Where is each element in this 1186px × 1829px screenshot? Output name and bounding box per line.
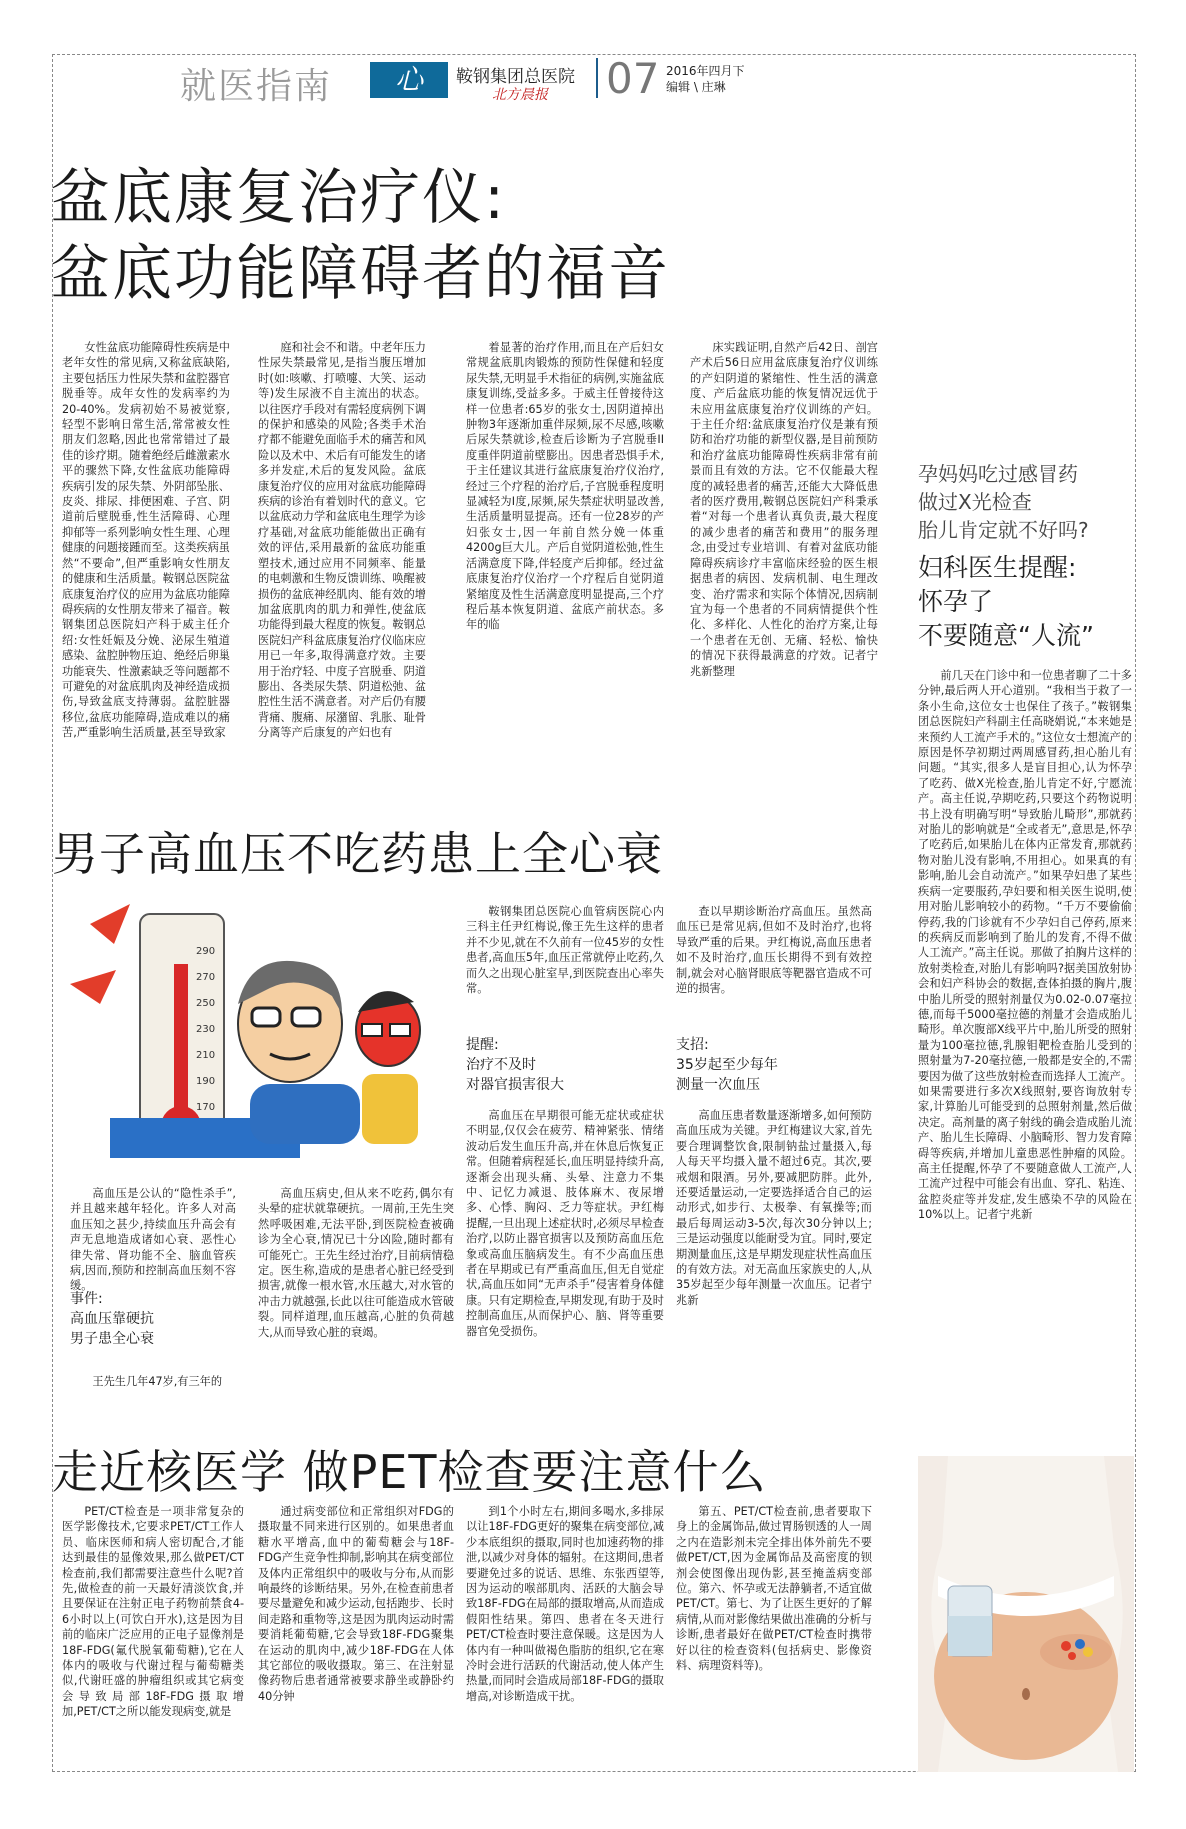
sidebar-question-line1: 孕妈妈吃过感冒药 <box>918 462 1078 486</box>
blood-pressure-gauge-icon <box>70 904 422 1168</box>
gauge-tick: 210 <box>196 1050 216 1061</box>
article1-col3-text: 着显著的治疗作用,而且在产后妇女常规盆底肌肉锻炼的预防性保健和轻度尿失禁,无明显手术指征的病例,实施盆底康复训练,受益多多。于威主任曾接待这样一位患者:65岁的张女士,因阴道掉出肿物3年逐渐加重伴尿频,尿不尽感,咳嗽后尿失禁就诊,检查后诊断为子宫脱垂II度重伴阴道前壁膨出。因患者恐惧手术,于主任建议其进行盆底康复治疗仪治疗,经过三个疗程的治疗后,子宫脱垂程度明显减轻为I度,尿频,尿失禁症状明显改善,生活质量明显提高。还有一位28岁的产妇张女士,因一年前自然分娩一体重4200g巨大儿。产后自觉阴道松弛,性生活满意度下降,伴轻度产后抑郁。经过盆底康复治疗仪治疗一个疗程后自觉阴道紧缩度及性生活满意度明显提高,三个疗程后基本恢复阴道、盆底产前状态。多年的临 <box>466 341 664 632</box>
article1-col2-text: 庭和社会不和谐。中老年压力性尿失禁最常见,是指当腹压增加时(如:咳嗽、打喷嚏、大笑、运动等)发生尿液不自主流出的状态。以往医疗手段对有需轻度病例下调的保护和感染的风险;各类手术治疗都不能避免面临手术的痛苦和风险以及术中、术后有可能发生的诸多并发症,术后的复发风险。盆底康复治疗仪的应用对盆底功能障碍疾病的诊治有着划时代的意义。它以盆底动力学和盆底电生理学为诊疗基础,对盆底功能能做出正确有效的评估,采用最新的盆底功能重塑技术,通过应用不同频率、能量的电刺激和生物反馈训练、唤醒被损伤的盆底神经肌肉、能有效的增加盆底肌肉的肌力和弹性,使盆底功能得到最大程度的恢复。鞍钢总医院妇产科盆底康复治疗仪临床应用已一年多,取得满意疗效。主要用于治疗轻、中度子宫脱垂、阴道膨出、各类尿失禁、阴道松弛、盆腔性生活不满意者。对产后仍有腰背痛、腹痛、尿潴留、乳胀、耻骨分离等产后康复的产妇也有 <box>258 341 426 740</box>
hypertension-illustration <box>70 904 422 1168</box>
gauge-tick: 170 <box>196 1102 216 1113</box>
article2-col1b-text: 王先生几年47岁,有三年的 <box>92 1375 223 1388</box>
article2-col4b-text: 高血压患者数量逐渐增多,如何预防高血压成为关键。尹红梅建议大家,首先要合理调整饮食,限制钠盐过量摄入,每人每天平均摄入量不超过6克。其次,要戒烟和限酒。另外,要减肥防胖。此外,还要适量运动,一定要选择适合自己的运动形式,如步行、太极拳、有氧操等;而最后每周运动3-5次,每次30分钟以上;三是运动强度以能耐受为宜。同时,要定期测量血压,这是早期发现症状性高血压的有效方法。对无高血压家族史的人,从35岁起至少每年测量一次血压。记者宁兆新 <box>676 1109 872 1307</box>
logo: 心 <box>370 62 448 98</box>
article2-col4b <box>676 1108 872 1398</box>
article2-tip-line1: 35岁起至少每年 <box>676 1057 778 1073</box>
article3-title: 走近核医学 做PET检查要注意什么 <box>52 1445 767 1499</box>
article2-event-line1: 高血压靠硬抗 <box>70 1311 154 1327</box>
paper-name: 北方晨报 <box>492 87 548 103</box>
sidebar-title-line3: 不要随意“人流” <box>918 621 1094 650</box>
article3-col3-text: 到1个小时左右,期间多喝水,多排尿以让18F-FDG更好的聚集在病变部位,减少本底组织的摄取,同时也加速药物的排泄,以减少对身体的辐射。在这期间,患者要避免过多的说话、思维、东张西望等,因为运动的喉部肌肉、活跃的大脑会导致18F-FDG在局部的摄取增高,从而造成假阳性结果。第四、患者在冬天进行PET/CT检查时要注意保暖。这是因为人体内有一种叫做褐色脂肪的组织,它在寒冷时会进行活跃的代谢活动,使人体产生热量,而同时会造成局部18F-FDG的摄取增高,对诊断造成干扰。 <box>466 1505 664 1703</box>
sidebar-question-line3: 胎儿肯定就不好吗? <box>918 518 1089 542</box>
article2-col3b-text: 高血压在早期很可能无症状或症状不明显,仅仅会在疲劳、精神紧张、情绪波动后发生血压升高,并在休息后恢复正常。但随着病程延长,血压明显持续升高,逐渐会出现头痛、头晕、注意力不集中、记忆力减退、肢体麻木、夜尿增多、心悸、胸闷、乏力等症状。尹红梅提醒,一旦出现上述症状时,必须尽早检查治疗,以防止器官损害以及预防高血压危象或高血压脑病发生。有不少高血压患者在早期或已有严重高血压,但无自觉症状,高血压如同“无声杀手”侵害着身体健康。只有定期检查,早期发现,有助于及时控制高血压,从而保护心、脑、肾等重要器官免受损伤。 <box>466 1109 664 1338</box>
article2-col2-text: 高血压病史,但从来不吃药,偶尔有头晕的症状就靠硬抗。一周前,王先生突然呼吸困难,无法平卧,到医院检查被确诊为全心衰,情况已十分凶险,随时都有可能死亡。王先生经过治疗,目前病情稳定。医生称,造成的是患者心脏已经受到损害,就像一根水管,水压越大,对水管的冲击力就越强,长此以往可能造成水管破裂。同样道理,血压越高,心脏的负荷越大,从而导致心脏的衰竭。 <box>258 1187 454 1339</box>
sidebar-body <box>918 668 1132 1430</box>
article2-reminder-line2: 对器官损害很大 <box>466 1077 564 1093</box>
article3-col4 <box>676 1504 872 1766</box>
article2-title: 男子高血压不吃药患上全心衰 <box>52 827 663 881</box>
masthead-divider <box>596 58 598 98</box>
article2-reminder-label: 提醒: <box>466 1037 499 1053</box>
article2-col1-text: 高血压是公认的“隐性杀手”,并且越来越年轻化。许多人对高血压知之甚少,持续血压升高会有声无息地造成诸如心衰、恶性心律失常、肾功能不全、脑血管疾病,因而,预防和控制高血压刻不容缓。 <box>70 1187 236 1293</box>
article3-col1 <box>62 1504 244 1766</box>
article1-title-line2: 盆底功能障碍者的福音 <box>50 239 670 309</box>
masthead <box>58 54 1128 107</box>
sidebar-body-text: 前几天在门诊中和一位患者聊了二十多分钟,最后两人开心道别。“我相当于救了一条小生命,这位女士也保住了孩子。”鞍钢集团总医院妇产科副主任高晓娟说,“本来她是来预约人工流产手术的。”这位女士想流产的原因是怀孕初期过两周感冒药,担心胎儿有问题。“其实,很多人是盲目担心,认为怀孕了吃药、做X光检查,胎儿肯定不好,宁愿流产。高主任说,孕期吃药,只要这个药物说明书上没有明确写明“导致胎儿畸形”,那就药对胎儿的影响就是“全或者无”,意思是,怀孕了吃药后,如果胎儿在体内正常发育,那就药物对胎儿没有影响,不用担心。如果真的有影响,胎儿会自动流产。”如果孕妇患了某些疾病一定要服药,孕妇要和相关医生说明,使用对胎儿影响较小的药物。“千万不要偷偷停药,我的门诊就有不少孕妇自己停药,原来的疾病反而影响到了胎儿的发育,不得不做人工流产。”高主任说。那做了拍胸片这样的放射类检查,对胎儿有影响吗?据美国放射协会和妇产科协会的数据,查体拍摄的胸片,腹中胎儿所受的照射剂量仅为0.02-0.07毫拉德,而每千5000毫拉德的剂量才会造成胎儿畸形。单次腹部X线平片中,胎儿所受的照射量为100毫拉德,乳腺钼靶检查胎儿受到的照射量为7-20毫拉德,一般都是安全的,不需要因为做了这些放射检查而选择人工流产。如果需要进行多次X线照射,要咨询放射专家,计算胎儿可能受到的总照射剂量,然后做决定。高剂量的离子射线的确会造成胎儿流产、胎儿生长障碍、小脑畸形、智力发育障碍等疾病,并增加儿童患恶性肿瘤的风险。高主任提醒,怀孕了不要随意做人工流产,人工流产过程中可能会有出血、穿孔、粘连、盆腔炎症等并发症,发生感染不孕的风险在10%以上。记者宁兆新 <box>918 669 1132 1222</box>
article2-tip-line2: 测量一次血压 <box>676 1077 760 1093</box>
editor: 编辑 \ 庄琳 <box>666 80 726 94</box>
gauge-tick: 190 <box>196 1076 216 1087</box>
article3-col1-text: PET/CT检查是一项非常复杂的医学影像技术,它要求PET/CT工作人员、临床医师和病人密切配合,才能达到最佳的显像效果,那么做PET/CT检查前,我们都需要注意些什么呢?首先,做检查的前一天最好清淡饮食,并且要保证在注射正电子药物前禁食4-6小时以上(可饮白开水),这是因为目前的临床广泛应用的正电子显像剂是18F-FDG(氟代脱氧葡萄糖),它在人体内的吸收与代谢过程与葡萄糖类似,代谢旺盛的肿瘤组织或其它病变会导致局部18F-FDG摄取增加,PET/CT之所以能发现病变,就是 <box>62 1505 244 1719</box>
article2-col4 <box>676 904 872 1026</box>
article2-event-label: 事件: <box>70 1291 103 1307</box>
article2-col1 <box>70 1186 236 1293</box>
article2-tip-label: 支招: <box>676 1037 709 1053</box>
article2-col4-text: 查以早期诊断治疗高血压。虽然高血压已是常见病,但如不及时治疗,也将导致严重的后果。尹红梅说,高血压患者如不及时治疗,血压长期得不到有效控制,就会对心脑肾眼底等靶器官造成不可逆的损害。 <box>676 905 872 996</box>
article2-event-line2: 男子患全心衰 <box>70 1331 154 1347</box>
pregnant-woman-icon <box>918 1456 1134 1772</box>
article2-col3 <box>466 904 664 1026</box>
article1-col4 <box>690 340 878 760</box>
gauge-tick: 290 <box>196 946 216 957</box>
article3-col2 <box>258 1504 454 1766</box>
article2-col1b <box>70 1374 236 1394</box>
hospital-name: 鞍钢集团总医院 <box>456 67 575 87</box>
article2-reminder-line1: 治疗不及时 <box>466 1057 536 1073</box>
gauge-tick: 250 <box>196 998 216 1009</box>
article1-col1-text: 女性盆底功能障碍性疾病是中老年女性的常见病,又称盆底缺陷,主要包括压力性尿失禁和盆腔器官脱垂等。成年女性的发病率约为20-40%。发病初始不易被觉察,轻型不影响日常生活,常常被女性朋友们忽略,因此也常常错过了最佳的诊疗期。随着绝经后雌激素水平的骤然下降,女性盆底功能障碍疾病引发的尿失禁、外阴部坠胀、皮炎、排尿、排便困难、子宫、阴道前后壁脱垂,性生活障碍、心理抑郁等一系列影响女性生理、心理健康的问题接踵而至。这类疾病虽然“不要命”,但严重影响女性朋友的健康和生活质量。鞍钢总医院盆底康复治疗仪的应用为盆底功能障碍疾病的女性朋友带来了福音。鞍钢集团总医院妇产科于威主任介绍:女性妊娠及分娩、泌尿生殖道感染、盆腔肿物压迫、绝经后卵巢功能衰失、性激素缺乏等问题都不可避免的对盆底肌肉及神经造成损伤,导致盆底支持薄弱。盆腔脏器移位,盆底功能障碍,造成难以的痛苦,严重影响生活质量,甚至导致家 <box>62 341 230 740</box>
pregnant-woman-photo <box>918 1456 1134 1772</box>
article3-col4-text: 第五、PET/CT检查前,患者要取下身上的金属饰品,做过胃肠钡透的人一周之内在造影剂未完全排出体外前先不要做PET/CT,因为金属饰品及高密度的钡剂会使图像出现伪影,甚至掩盖病变部位。第六、怀孕或无法静躺者,不适宜做PET/CT。第七、为了让医生更好的了解病情,从而对影像结果做出准确的分析与诊断,患者最好在做PET/CT检查时携带好以往的检查资料(包括病史、影像资料、病理资料等)。 <box>676 1505 872 1673</box>
article2-col3b <box>466 1108 664 1398</box>
issue-date: 2016年四月下 <box>666 64 745 78</box>
sidebar-title-line1: 妇科医生提醒: <box>918 553 1077 582</box>
article1-title-line1: 盆底康复治疗仪: <box>50 163 507 233</box>
article1-col3 <box>466 340 664 780</box>
article3-col2-text: 通过病变部位和正常组织对FDG的摄取量不同来进行区别的。如果患者血糖水平增高,血中的葡萄糖会与18F-FDG产生竞争性抑制,影响其在病变部位及体内正常组织中的吸收与分布,从而影响最终的诊断结果。另外,在检查前患者要尽量避免和减少运动,包括跑步、长时间走路和重物等,这是因为肌肉运动时需要消耗葡萄糖,它会导致18F-FDG聚集在运动的肌肉中,减少18F-FDG在人体其它部位的吸收摄取。第三、在注射显像药物后患者通常被要求静坐或静卧约40分钟 <box>258 1505 454 1703</box>
article2-col3-text: 鞍钢集团总医院心血管病医院心内三科主任尹红梅说,像王先生这样的患者并不少见,就在不久前有一位45岁的女性患者,高血压5年,血压正常就停止吃药,久而久之出现心脏室早,到医院查出心率失常。 <box>466 905 664 996</box>
sidebar-title-line2: 怀孕了 <box>918 587 994 616</box>
article1-col4-text: 床实践证明,自然产后42日、剖宫产术后56日应用盆底康复治疗仪训练的产妇阴道的紧缩性、性生活的满意度、产后盆底功能的恢复情况远优于未应用盆底康复治疗仪训练的产妇。于主任介绍:盆底康复治疗仪是兼有预防和治疗功能的新型仪器,是目前预防和治疗盆底功能障碍性疾病非常有前景而且有效的方法。它不仅能最大程度的减轻患者的痛苦,还能大大降低患者的医疗费用,鞍钢总医院妇产科秉承着“对每一个患者认真负责,最大程度的减少患者的痛苦和费用”的服务理念,由受过专业培训、有着对盆底功能障碍疾病诊疗丰富临床经验的医生根据患者的病因、发病机制、电生理改变、治疗需求和实际个体情况,因病制宜为每一个患者的不同病情提供个性化、多样化、人性化的治疗方案,让每一个患者在无创、无痛、轻松、愉快的情况下获得最满意的疗效。记者宁兆新整理 <box>690 341 878 678</box>
gauge-tick: 230 <box>196 1024 216 1035</box>
gauge-tick: 270 <box>196 972 216 983</box>
article1-col2 <box>258 340 426 780</box>
sidebar-question-line2: 做过X光检查 <box>918 490 1032 514</box>
page-number: 07 <box>606 54 660 103</box>
section-title: 就医指南 <box>180 66 333 107</box>
article2-col2 <box>258 1186 454 1396</box>
article1-col1 <box>62 340 230 780</box>
article3-col3 <box>466 1504 664 1766</box>
